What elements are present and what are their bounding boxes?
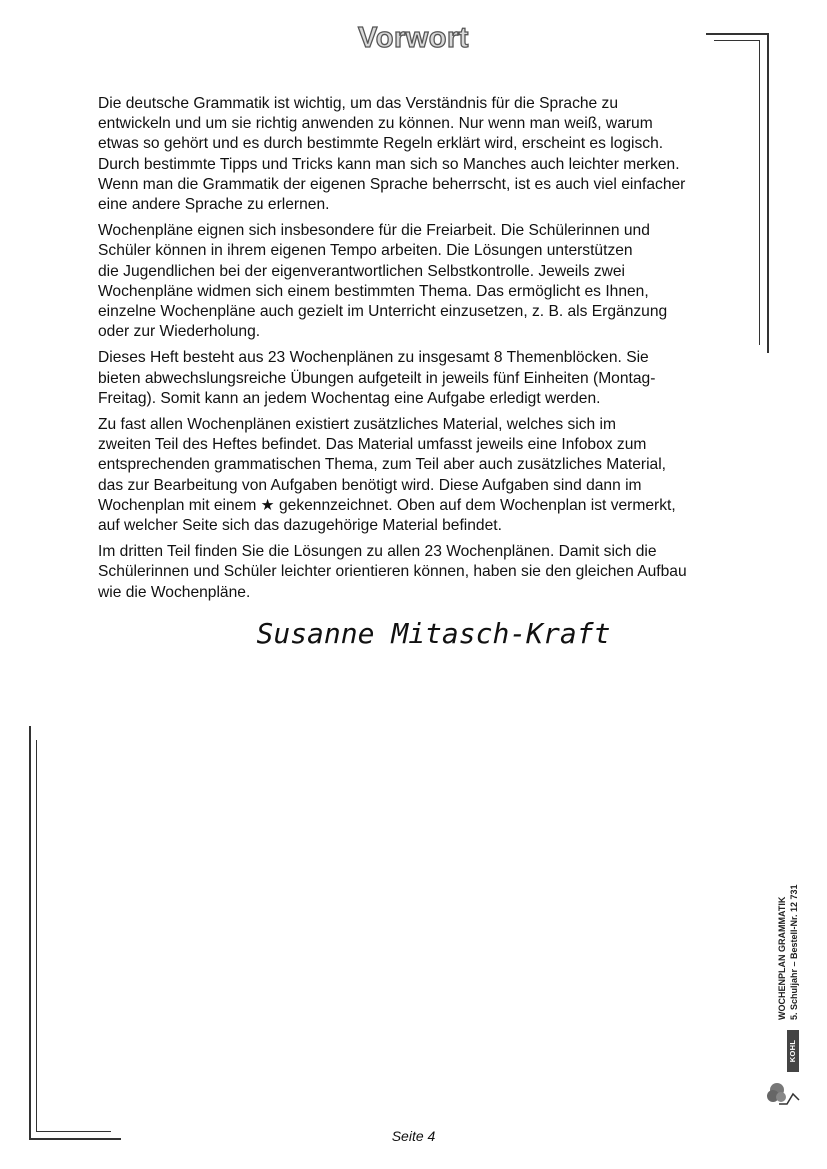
paragraph: Zu fast allen Wochenplänen existiert zusätzliches Material, welches sich im zweiten Teil des Heftes befindet. Das Material umfasst jeweils eine Infobox zum entsprechenden grammatischen Thema, zum Teil aber auch zusätzliches Material, das zur Bearbeitung von Aufgaben benötigt wird. Diese Aufgaben sind dann im Wochenplan mit einem ★ gekennzeichnet. Oben auf dem Wochenplan ist vermerkt, auf welcher Seite sich das dazugehörige Material befindet. [98, 416, 676, 535]
paragraph: Wochenpläne eignen sich insbesondere für die Freiarbeit. Die Schülerinnen und Schüler können in ihrem eigenen Tempo arbeiten. Die Lösungen unterstützen die Jugendlichen bei der eigenverantwortlichen Selbstkontrolle. Jeweils zwei Wochenpläne widmen sich einem bestimmten Thema. Das ermöglicht es Ihnen, einzelne Wochenpläne auch gezielt im Unterricht einzusetzen, z. B. als Ergänzung oder zur Wiederholung. [98, 222, 668, 341]
paragraph: Dieses Heft besteht aus 23 Wochenplänen zu insgesamt 8 Themenblöcken. Sie bieten abwechslungsreiche Übungen aufgeteilt in jeweils fünf Einheiten (Montag- Freitag). Somit kann an jedem Wochentag eine Aufgabe erledigt werden. [98, 349, 656, 407]
side-book-title: WOCHENPLAN GRAMMATIK [777, 896, 787, 1020]
author-signature: Susanne Mitasch-Kraft [256, 617, 611, 650]
side-book-order-number: 5. Schuljahr – Bestell-Nr. 12 731 [789, 884, 799, 1020]
frame-bottom-left-vertical-outer [29, 726, 31, 1139]
publisher-label: KOHL VERLAG [787, 1030, 799, 1072]
body-text [98, 94, 738, 609]
paragraph: Im dritten Teil finden Sie die Lösungen zu allen 23 Wochenplänen. Damit sich die Schülerinnen und Schüler leichter orientieren können, haben sie den gleichen Aufbau wie die Wochenpläne. [98, 543, 687, 601]
page-title: Vorwort [358, 22, 469, 54]
frame-bottom-left-vertical-inner [36, 740, 37, 1131]
page-number: Seite 4 [391, 1128, 436, 1144]
paragraph: Die deutsche Grammatik ist wichtig, um das Verständnis für die Sprache zu entwickeln und um sie richtig anwenden zu können. Nur wenn man weiß, warum etwas so gehört und es durch bestimmte Regeln erklärt wird, erscheint es logisch. Durch bestimmte Tipps und Tricks kann man sich so Manches auch leichter merken. Wenn man die Grammatik der eigenen Sprache beherrscht, ist es auch viel einfacher eine andere Sprache zu erlernen. [98, 95, 686, 214]
frame-right-vertical-outer [767, 33, 769, 353]
frame-right-vertical-inner [759, 40, 760, 345]
tree-logo-icon [765, 1074, 807, 1106]
side-book-info [776, 850, 806, 1020]
